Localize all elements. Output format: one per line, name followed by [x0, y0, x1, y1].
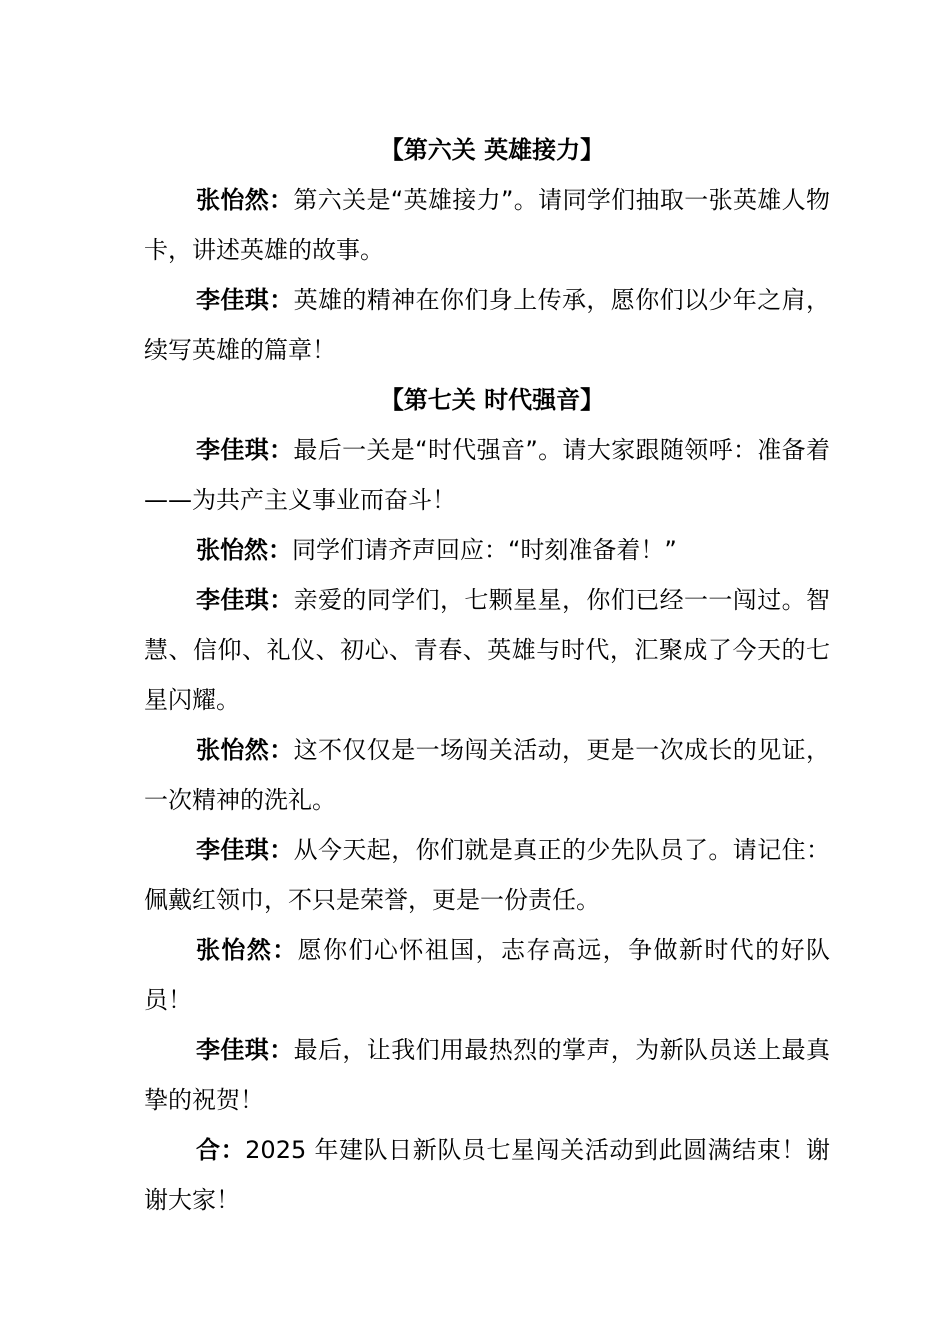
section-heading: 【第七关 时代强音】: [379, 386, 605, 414]
dialogue-text: 愿你们心怀祖国，志存高远，争做新时代的好队员！: [144, 936, 831, 1014]
dialogue-line: [144, 175, 830, 275]
dialogue-text: 最后一关是“时代强音”。请大家跟随领呼：准备着——为共产主义事业而奋斗！: [144, 436, 830, 514]
speaker-name: 李佳琪：: [196, 586, 294, 614]
dialogue-line: [144, 575, 830, 725]
dialogue-line: [144, 1025, 830, 1125]
section-heading: 【第六关 英雄接力】: [379, 136, 605, 164]
dialogue-text: 英雄的精神在你们身上传承，愿你们以少年之肩，续写英雄的篇章！: [144, 286, 831, 364]
speaker-name: 李佳琪：: [196, 836, 294, 864]
dialogue-text: 第六关是“英雄接力”。请同学们抽取一张英雄人物卡，讲述英雄的故事。: [144, 186, 830, 264]
dialogue-line: [144, 425, 830, 525]
dialogue-line: [144, 925, 830, 1025]
speaker-name: 李佳琪：: [196, 1036, 294, 1064]
dialogue-line: [144, 275, 830, 375]
dialogue-line: [144, 1125, 830, 1225]
dialogue-line: [144, 725, 830, 825]
dialogue-text: 同学们请齐声回应：“时刻准备着！”: [292, 536, 677, 564]
dialogue-line: [144, 825, 830, 925]
speaker-name: 张怡然：: [196, 936, 298, 964]
dialogue-line: [144, 525, 830, 575]
dialogue-text: 2025 年建队日新队员七星闯关活动到此圆满结束！谢谢大家！: [144, 1136, 830, 1214]
speaker-name: 张怡然：: [196, 736, 294, 764]
dialogue-text: 这不仅仅是一场闯关活动，更是一次成长的见证，一次精神的洗礼。: [144, 736, 831, 814]
speaker-name: 合：: [196, 1136, 246, 1164]
speaker-name: 张怡然：: [196, 536, 292, 564]
speaker-name: 张怡然：: [196, 186, 294, 214]
document-body: [144, 125, 830, 1225]
speaker-name: 李佳琪：: [196, 436, 294, 464]
speaker-name: 李佳琪：: [196, 286, 294, 314]
dialogue-text: 亲爱的同学们，七颗星星，你们已经一一闯过。智慧、信仰、礼仪、初心、青春、英雄与时代，汇聚成了今天的七星闪耀。: [144, 586, 831, 714]
dialogue-text: 最后，让我们用最热烈的掌声，为新队员送上最真挚的祝贺！: [144, 1036, 831, 1114]
dialogue-text: 从今天起，你们就是真正的少先队员了。请记住：佩戴红领巾，不只是荣誉，更是一份责任。: [144, 836, 831, 914]
